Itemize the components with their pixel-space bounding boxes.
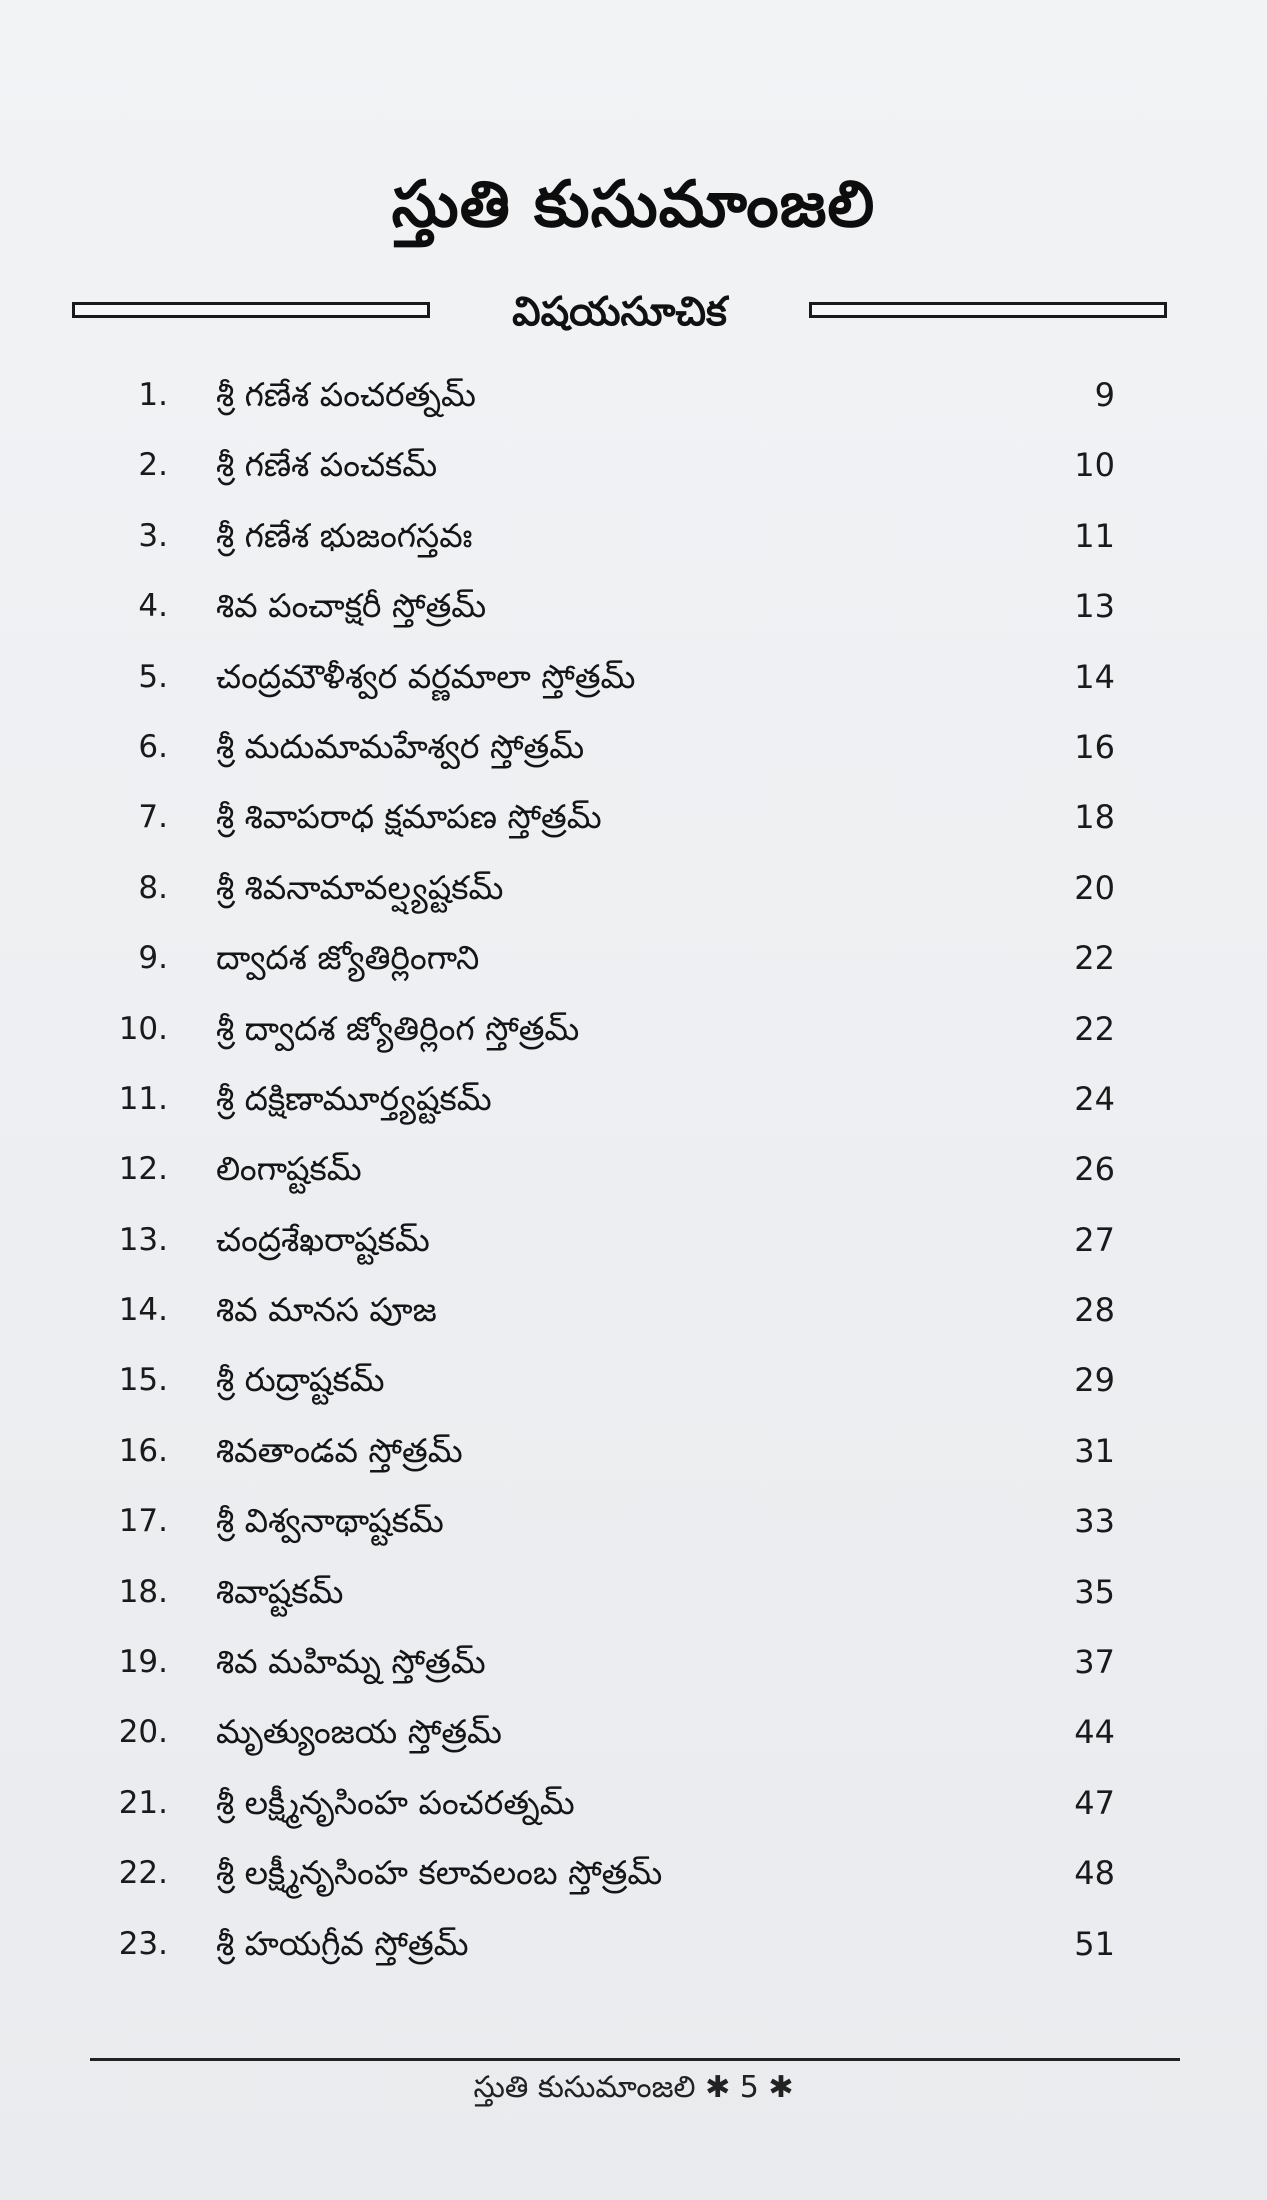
toc-heading: విషయసూచిక	[512, 289, 727, 335]
footer-page-marker: ✱ 5 ✱	[705, 2070, 794, 2105]
toc-entry	[0, 360, 1267, 430]
toc-entry-title: శ్రీ దక్షిణామూర్త్యష్టకమ్	[216, 1078, 492, 1118]
toc-entry-number: 17.	[118, 1503, 168, 1540]
toc-entry-page: 26	[1074, 1150, 1115, 1189]
toc-entry	[0, 1205, 1267, 1275]
toc-entry-page: 13	[1074, 587, 1115, 626]
footer-book-title: స్తుతి కుసుమాంజలి	[473, 2070, 696, 2105]
toc-entry-number: 4.	[138, 588, 168, 625]
toc-entry	[0, 1416, 1267, 1486]
toc-entry	[0, 430, 1267, 500]
toc-entry-number: 19.	[118, 1644, 168, 1681]
toc-entry	[0, 1486, 1267, 1556]
toc-entry-number: 18.	[118, 1573, 168, 1610]
book-title: స్తుతి కుసుమాంజలి	[391, 168, 876, 242]
toc-entry	[0, 1909, 1267, 1979]
toc-entry-number: 15.	[118, 1362, 168, 1399]
table-of-contents	[0, 360, 1267, 1979]
toc-entry-number: 16.	[118, 1432, 168, 1469]
toc-entry-title: లింగాష్టకమ్	[216, 1149, 362, 1189]
toc-entry-title: చంద్రశేఖరాష్టకమ్	[216, 1219, 430, 1259]
toc-entry	[0, 1064, 1267, 1134]
toc-entry	[0, 994, 1267, 1064]
toc-entry-title: శ్రీ గణేశ పంచకమ్	[216, 445, 438, 485]
toc-entry-number: 23.	[118, 1925, 168, 1962]
toc-heading-row	[72, 288, 1167, 338]
toc-entry-number: 2.	[138, 447, 168, 484]
toc-entry-number: 7.	[138, 799, 168, 836]
toc-entry-title: ద్వాదశ జ్యోతిర్లింగాని	[216, 938, 480, 978]
toc-entry-number: 11.	[118, 1080, 168, 1117]
toc-entry-title: శ్రీ గణేశ భుజంగస్తవః	[216, 515, 473, 555]
toc-entry-title: శ్రీ గణేశ పంచరత్నమ్	[216, 375, 476, 414]
toc-entry-title: శ్రీ శివనామావల్ష్యష్టకమ్	[216, 867, 504, 907]
toc-entry-title: మృత్యుంజయ స్తోత్రమ్	[216, 1712, 502, 1752]
toc-entry-title: శ్రీ హయగ్రీవ స్తోత్రమ్	[216, 1923, 469, 1963]
toc-entry-title: శ్రీ ద్వాదశ జ్యోతిర్లింగ స్తోత్రమ్	[216, 1008, 580, 1048]
toc-entry-page: 11	[1074, 516, 1115, 555]
toc-entry	[0, 1557, 1267, 1627]
toc-entry-title: శ్రీ శివాపరాధ క్షమాపణ స్తోత్రమ్	[216, 797, 602, 837]
toc-entry-page: 16	[1074, 727, 1115, 766]
toc-entry-number: 20.	[118, 1714, 168, 1751]
toc-entry	[0, 1345, 1267, 1415]
toc-entry	[0, 853, 1267, 923]
toc-entry-title: శ్రీ విశ్వనాథాష్టకమ్	[216, 1501, 444, 1541]
toc-entry	[0, 1697, 1267, 1767]
toc-entry	[0, 782, 1267, 852]
toc-entry-page: 14	[1074, 657, 1115, 696]
toc-entry-number: 6.	[138, 728, 168, 765]
toc-entry-page: 48	[1074, 1854, 1115, 1893]
toc-entry-title: శివ మహిమ్న స్తోత్రమ్	[216, 1642, 486, 1682]
toc-entry-title: శ్రీ లక్ష్మీనృసింహ పంచరత్నమ్	[216, 1782, 575, 1822]
toc-entry-title: శివతాండవ స్తోత్రమ్	[216, 1430, 463, 1470]
toc-entry-title: శివాష్టకమ్	[216, 1571, 344, 1611]
footer-divider	[90, 2058, 1180, 2061]
toc-entry-title: శివ పంచాక్షరీ స్తోత్రమ్	[216, 586, 487, 626]
toc-entry-page: 10	[1074, 446, 1115, 485]
toc-entry-page: 24	[1074, 1079, 1115, 1118]
toc-entry-page: 44	[1074, 1713, 1115, 1752]
toc-entry	[0, 571, 1267, 641]
toc-entry-page: 18	[1074, 798, 1115, 837]
toc-entry-number: 3.	[138, 517, 168, 554]
toc-entry-title: శివ మానస పూజ	[216, 1290, 437, 1330]
toc-entry-number: 8.	[138, 869, 168, 906]
toc-entry-page: 37	[1074, 1643, 1115, 1682]
toc-entry-number: 9.	[138, 940, 168, 977]
toc-entry-number: 13.	[118, 1221, 168, 1258]
toc-entry	[0, 923, 1267, 993]
toc-entry-page: 9	[1094, 376, 1115, 414]
toc-entry	[0, 1275, 1267, 1345]
toc-entry-page: 47	[1074, 1783, 1115, 1822]
toc-entry-page: 20	[1074, 868, 1115, 907]
toc-entry-title: శ్రీ మదుమామహేశ్వర స్తోత్రమ్	[216, 726, 585, 766]
toc-entry-page: 22	[1074, 1009, 1115, 1048]
toc-entry-page: 35	[1074, 1572, 1115, 1611]
toc-entry	[0, 642, 1267, 712]
toc-entry-number: 14.	[118, 1292, 168, 1329]
toc-entry-page: 28	[1074, 1291, 1115, 1330]
toc-entry-page: 29	[1074, 1361, 1115, 1400]
toc-entry-title: చంద్రమౌళీశ్వర వర్ణమాలా స్తోత్రమ్	[216, 656, 636, 696]
toc-entry-page: 31	[1074, 1431, 1115, 1470]
toc-entry-page: 22	[1074, 939, 1115, 978]
toc-entry	[0, 1768, 1267, 1838]
toc-entry	[0, 1838, 1267, 1908]
toc-entry-title: శ్రీ రుద్రాష్టకమ్	[216, 1360, 385, 1400]
toc-entry	[0, 1134, 1267, 1204]
toc-entry-number: 5.	[138, 658, 168, 695]
toc-entry-page: 27	[1074, 1220, 1115, 1259]
toc-entry-number: 10.	[118, 1010, 168, 1047]
page-footer	[0, 2068, 1267, 2108]
toc-entry-number: 22.	[118, 1855, 168, 1892]
toc-entry-number: 1.	[138, 377, 168, 413]
heading-right-rule	[809, 302, 1167, 318]
toc-entry	[0, 501, 1267, 571]
toc-entry-number: 12.	[118, 1151, 168, 1188]
toc-entry	[0, 712, 1267, 782]
toc-entry-page: 51	[1074, 1924, 1115, 1963]
toc-entry-page: 33	[1074, 1502, 1115, 1541]
toc-entry-title: శ్రీ లక్ష్మీనృసింహ కలావలంబ స్తోత్రమ్	[216, 1853, 663, 1893]
toc-entry	[0, 1627, 1267, 1697]
toc-entry-number: 21.	[118, 1784, 168, 1821]
